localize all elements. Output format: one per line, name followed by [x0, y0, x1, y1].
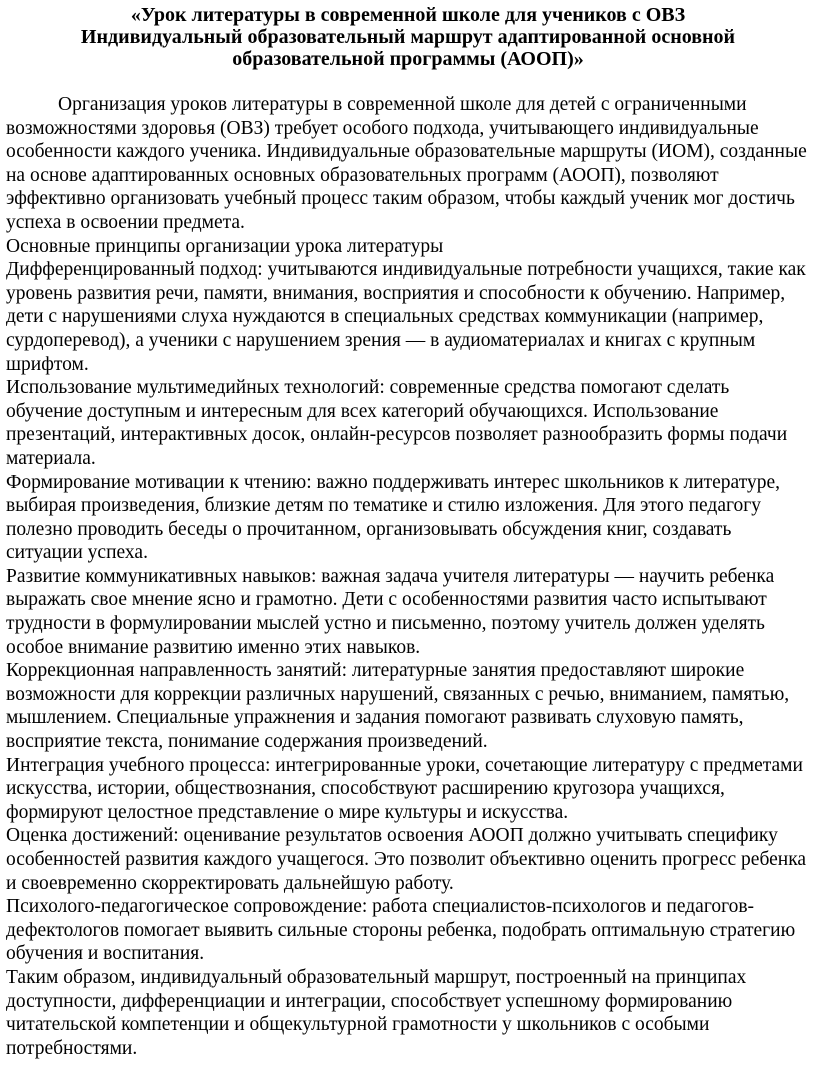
title-line-3: образовательной программы (АООП)»: [232, 48, 584, 70]
principle-reading-motivation: Формирование мотивации к чтению: важно поддерживать интерес школьников к литературе, выбирая произведения, близкие детям по тематике и стилю изложения. Для этого педагогу полезно проводить беседы о прочитанном, организовывать обсуждения книг, создавать ситуации успеха.: [6, 471, 781, 564]
title-line-1: «Урок литературы в современной школе для учеников с ОВЗ: [130, 4, 686, 26]
conclusion-paragraph: Таким образом, индивидуальный образовательный маршрут, построенный на принципах доступности, дифференциации и интеграции, способствует успешному формированию читательской компетенции и общекультурной грамотности у школьников с особыми потребностями.: [6, 966, 747, 1059]
title-line-2: Индивидуальный образовательный маршрут адаптированной основной: [80, 26, 736, 48]
principle-communication-skills: Развитие коммуникативных навыков: важная задача учителя литературы — научить ребенка выражать свое мнение ясно и грамотно. Дети с особенностями развития часто испытывают трудности в формулировании мыслей устно и письменно, поэтому учитель должен уделять особое внимание развитию именно этих навыков.: [6, 565, 775, 658]
document-body: [6, 93, 810, 1060]
principle-differentiated-approach: Дифференцированный подход: учитываются индивидуальные потребности учащихся, такие как уровень развития речи, памяти, внимания, восприятия и способности к обучению. Например, дети с нарушениями слуха нуждаются в специальных средствах коммуникации (например, сурдоперевод), а ученики с нарушением зрения — в аудиоматериалах и книгах с крупным шрифтом.: [6, 259, 806, 375]
principle-multimedia: Использование мультимедийных технологий: современные средства помогают сделать обучение доступным и интересным для всех категорий обучающихся. Использование презентаций, интерактивных досок, онлайн-ресурсов позволяет разнообразить формы подачи материала.: [6, 377, 788, 469]
principle-assessment: Оценка достижений: оценивание результатов освоения АООП должно учитывать специфику особенностей развития каждого учащегося. Это позволит объективно оценить прогресс ребенка и своевременно скорректировать дальнейшую работу.: [6, 825, 807, 894]
principle-correction: Коррекционная направленность занятий: литературные занятия предоставляют широкие возможности для коррекции различных нарушений, связанных с речью, вниманием, памятью, мышлением. Специальные упражнения и задания помогают развивать слуховую память, восприятие текста, понимание содержания произведений.: [6, 660, 790, 753]
section-heading-principles: Основные принципы организации урока литературы: [6, 235, 444, 257]
document-title: [6, 4, 810, 70]
principle-integration: Интеграция учебного процесса: интегрированные уроки, сочетающие литературу с предметами искусства, истории, обществознания, способствуют расширению кругозора учащихся, формируют целостное представление о мире культуры и искусства.: [6, 754, 803, 823]
intro-paragraph: Организация уроков литературы в современной школе для детей с ограниченными возможностями здоровья (ОВЗ) требует особого подхода, учитывающего индивидуальные особенности каждого ученика. Индивидуальные образовательные маршруты (ИОМ), созданные на основе адаптированных основных образовательных программ (АООП), позволяют эффективно организовать учебный процесс таким образом, чтобы каждый ученик мог достичь успеха в освоении предмета.: [6, 94, 807, 233]
principle-psych-support: Психолого-педагогическое сопровождение: работа специалистов-психологов и педагогов-дефектологов помогает выявить сильные стороны ребенка, подобрать оптимальную стратегию обучения и воспитания.: [6, 896, 796, 965]
